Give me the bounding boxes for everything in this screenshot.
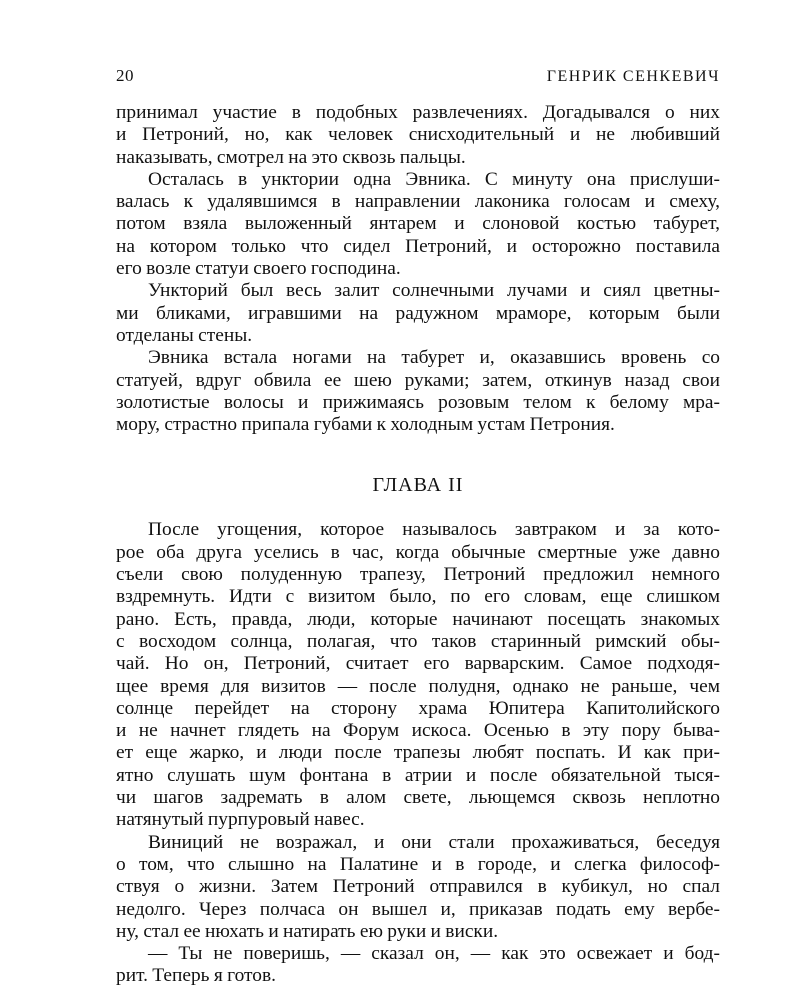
text-line: рое оба друга уселись в час, когда обычные смертные уже давно [116,541,720,563]
text-section-2 [116,519,720,987]
text-line: Осталась в унктории одна Эвника. С минуту она прислуши- [148,168,720,190]
text-line: Эвника встала ногами на табурет и, оказавшись вровень со [148,347,720,369]
text-section-1 [116,102,720,436]
text-line: валась к удалявшимся в направлении лаконика голосам и смеху, [116,191,720,213]
text-line: и Петроний, но, как человек снисходительный и не любивший [116,124,720,146]
paragraph [116,832,720,943]
text-line: Виниций не возражал, и они стали прохаживаться, беседуя [148,831,720,853]
chapter-title: ГЛАВА II [372,474,464,497]
text-line: его возле статуи своего господина. [116,258,401,280]
text-line: солнце перейдет на сторону храма Юпитера Капитолийского [116,697,720,719]
paragraph [116,280,720,347]
text-line: наказывать, смотрел на это сквозь пальцы. [116,146,466,168]
text-line: чи шагов задремать в алом свете, льющемся сквозь неплотно [116,787,720,809]
text-line: натянутый пурпуровый навес. [116,809,365,831]
text-line: отделаны стены. [116,324,253,346]
text-line: принимал участие в подобных развлечениях. Догадывался о них [116,102,720,123]
running-title: ГЕНРИК СЕНКЕВИЧ [546,68,720,85]
book-page [116,66,720,988]
text-line: мору, страстно припала губами к холодным устам Петрония. [116,414,615,436]
text-line: о том, что слышно на Палатине и в городе, и слегка философ- [116,853,720,875]
text-line: — Ты не поверишь, — сказал он, — как это освежает и бод- [148,943,720,965]
text-line: рано. Есть, правда, люди, которые начинают посещать знакомых [116,608,720,630]
text-line: ятно слушать шум фонтана в атрии и после обязательной тыся- [116,764,720,786]
text-line: ет еще жарко, и люди после трапезы любят поспать. И как при- [116,742,720,764]
text-line: потом взяла выложенный янтарем и слоновой костью табурет, [116,213,720,235]
text-line: ми бликами, игравшими на радужном мраморе, которым были [116,302,720,324]
text-line: недолго. Через полчаса он вышел и, приказав подать ему вербе- [116,898,720,920]
text-line: ну, стал ее нюхать и натирать ею руки и виски. [116,920,499,942]
text-line: ствуя о жизни. Затем Петроний отправился в кубикул, но спал [116,876,720,898]
text-line: щее время для визитов — после полудня, однако не раньше, чем [116,675,720,697]
page-header [116,66,720,96]
text-line: съели свою полуденную трапезу, Петроний предложил немного [116,564,720,586]
text-line: на котором только что сидел Петроний, и осторожно поставила [116,235,720,257]
paragraph [116,943,720,988]
text-line: с восходом солнца, полагая, что таков старинный римский обы- [116,630,720,652]
paragraph [116,102,720,169]
text-line: Ункторий был весь залит солнечными лучами и сиял цветны- [148,280,720,302]
page-number: 20 [116,66,134,85]
text-line: вздремнуть. Идти с визитом было, по его словам, еще слишком [116,586,720,608]
text-line: рит. Теперь я готов. [116,965,276,987]
text-line: статуей, вдруг обвила ее шею руками; затем, откинув назад свои [116,369,720,391]
text-line: чай. Но он, Петроний, считает его варварским. Самое подходя- [116,653,720,675]
text-line: золотистые волосы и прижимаясь розовым телом к белому мра- [116,391,720,413]
text-line: После угощения, которое называлось завтраком и за кото- [148,519,720,541]
paragraph [116,169,720,280]
paragraph [116,347,720,436]
paragraph [116,519,720,831]
text-line: и не начнет глядеть на Форум искоса. Осенью в эту пору быва- [116,720,720,742]
